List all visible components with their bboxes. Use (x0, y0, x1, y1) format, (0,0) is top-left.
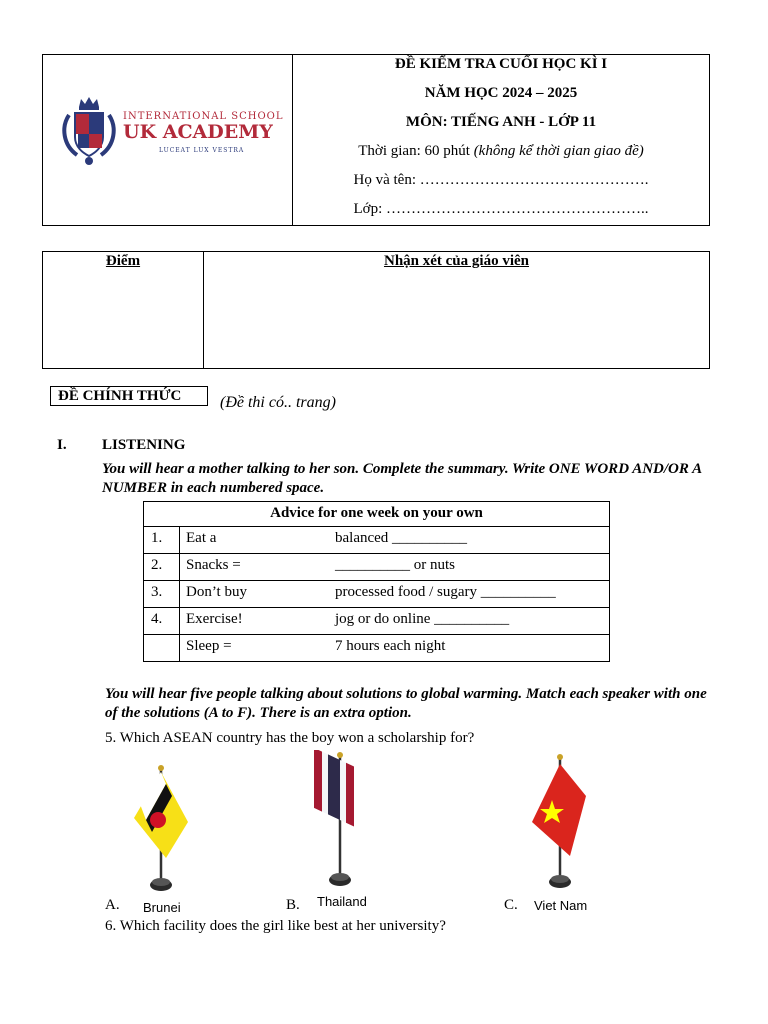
listening-instruction (102, 460, 722, 498)
table-row (143, 581, 610, 608)
row-prompt: Snacks = (186, 557, 241, 573)
header-box (42, 54, 710, 226)
question-6: 6. Which facility does the girl like best at her university? (105, 918, 446, 934)
row-prompt: Eat a (186, 530, 217, 546)
option-a-label: Brunei (143, 900, 181, 915)
teacher-comment-label: Nhận xét của giáo viên (383, 253, 529, 269)
row-number: 2. (144, 554, 180, 580)
row-prompt: Exercise! (186, 611, 243, 627)
option-b-letter[interactable]: B. (286, 897, 300, 913)
row-number: 1. (144, 527, 180, 553)
matching-instruction (105, 685, 725, 723)
table-row (143, 527, 610, 554)
school-year: NĂM HỌC 2024 – 2025 (424, 85, 578, 101)
row-value: 7 hours each night (335, 638, 446, 654)
option-c-label: Viet Nam (534, 898, 588, 913)
option-a-letter[interactable]: A. (105, 897, 120, 913)
score-label: Điểm (105, 253, 141, 269)
logo-cell (43, 55, 293, 225)
student-name-line[interactable]: Họ và tên: ………………………………………. (353, 172, 649, 188)
title-cell (293, 55, 709, 225)
logo-school-line: INTERNATIONAL SCHOOL (123, 111, 284, 122)
vietnam-flag-icon (524, 752, 594, 892)
time-label: Thời gian: 60 phút (358, 143, 470, 159)
section-numeral: I. (57, 437, 67, 453)
option-c-letter[interactable]: C. (504, 897, 518, 913)
row-prompt: Don’t buy (186, 584, 247, 600)
score-box (42, 251, 710, 369)
crest-icon (59, 93, 119, 167)
matching-instruction-line2: of the solutions (A to F). There is an extra option. (105, 705, 412, 721)
row-number: 3. (144, 581, 180, 607)
table-row (143, 608, 610, 635)
table-row (143, 554, 610, 581)
section-title: LISTENING (102, 437, 186, 453)
pages-note: (Đề thi có.. trang) (220, 394, 336, 411)
time-line (293, 143, 709, 160)
matching-instruction-line1: You will hear five people talking about solutions to global warming. Match each speaker with one (105, 686, 707, 702)
brunei-flag-icon (126, 764, 196, 894)
advice-table-caption: Advice for one week on your own (143, 501, 610, 527)
row-answer-blank[interactable]: __________ or nuts (335, 557, 455, 573)
exam-title: ĐỀ KIỂM TRA CUỐI HỌC KÌ I (394, 56, 608, 72)
official-badge: ĐỀ CHÍNH THỨC (50, 386, 208, 406)
listening-instruction-line1: You will hear a mother talking to her son. Complete the summary. Write ONE WORD AND/OR A (102, 461, 703, 477)
table-row (143, 635, 610, 662)
listening-instruction-line2: NUMBER in each numbered space. (102, 480, 325, 496)
row-number (144, 635, 180, 661)
class-line[interactable]: Lớp: …………………………………………….. (353, 201, 649, 217)
logo-name: UK ACADEMY (123, 121, 273, 143)
thailand-flag-icon (300, 750, 380, 890)
row-answer-blank[interactable]: jog or do online __________ (335, 611, 510, 627)
row-prompt: Sleep = (186, 638, 232, 654)
row-number: 4. (144, 608, 180, 634)
option-b-label: Thailand (317, 894, 367, 909)
logo-motto: LUCEAT LUX VESTRA (159, 147, 245, 154)
score-cell (43, 252, 204, 368)
row-answer-blank[interactable]: processed food / sugary __________ (335, 584, 556, 600)
subject-line: MÔN: TIẾNG ANH - LỚP 11 (405, 114, 597, 130)
row-answer-blank[interactable]: balanced __________ (335, 530, 468, 546)
question-5: 5. Which ASEAN country has the boy won a scholarship for? (105, 730, 475, 746)
time-note: (không kể thời gian giao đề) (473, 143, 644, 159)
